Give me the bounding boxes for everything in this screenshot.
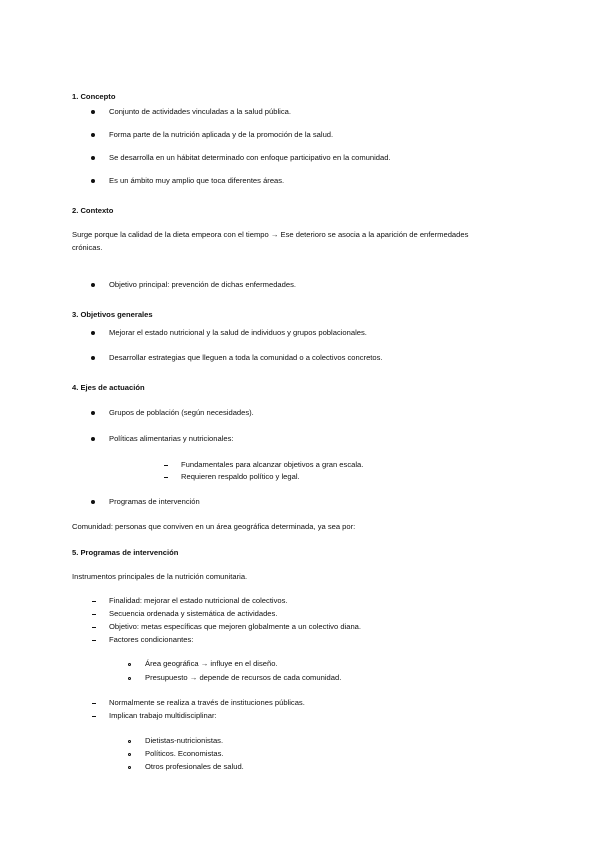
dash-icon xyxy=(92,614,96,615)
dash-icon xyxy=(92,601,96,602)
dash-list-item: Implican trabajo multidisciplinar: xyxy=(109,711,217,720)
bullet-icon xyxy=(91,179,95,183)
list-item: Es un ámbito muy amplio que toca diferentes áreas. xyxy=(109,176,285,185)
sub-list-item: Área geográfica → influye en el diseño. xyxy=(145,659,278,668)
dash-list-item: Objetivo: metas específicas que mejoren globalmente a un colectivo diana. xyxy=(109,622,362,631)
circle-bullet-icon xyxy=(128,753,131,756)
dash-list-item: Normalmente se realiza a través de instituciones públicas. xyxy=(109,698,305,707)
bullet-icon xyxy=(91,156,95,160)
dash-list-item: Factores condicionantes: xyxy=(109,635,194,644)
heading-contexto: 2. Contexto xyxy=(72,206,114,215)
circle-bullet-icon xyxy=(128,663,131,666)
list-item: Políticas alimentarias y nutricionales: xyxy=(109,434,234,443)
dash-icon xyxy=(92,640,96,641)
intro-text: Instrumentos principales de la nutrición comunitaria. xyxy=(72,572,248,581)
bullet-icon xyxy=(91,331,95,335)
heading-concepto: 1. Concepto xyxy=(72,92,116,101)
sub-list-item: Dietistas-nutricionistas. xyxy=(145,736,224,745)
sub-list-item: Presupuesto → depende de recursos de cada comunidad. xyxy=(145,673,342,682)
list-item: Programas de intervención xyxy=(109,497,200,506)
list-item: Desarrollar estrategias que lleguen a toda la comunidad o a colectivos concretos. xyxy=(109,353,383,362)
list-item: Grupos de población (según necesidades). xyxy=(109,408,254,417)
dash-icon xyxy=(164,477,168,478)
list-item: Se desarrolla en un hábitat determinado con enfoque participativo en la comunidad. xyxy=(109,153,391,162)
bullet-icon xyxy=(91,283,95,287)
list-item: Forma parte de la nutrición aplicada y de la promoción de la salud. xyxy=(109,130,334,139)
sub-list-item: Otros profesionales de salud. xyxy=(145,762,244,771)
heading-ejes: 4. Ejes de actuación xyxy=(72,383,145,392)
dash-icon xyxy=(164,465,168,466)
list-item: Mejorar el estado nutricional y la salud de individuos y grupos poblacionales. xyxy=(109,328,367,337)
dash-list-item: Secuencia ordenada y sistemática de actividades. xyxy=(109,609,278,618)
list-item: Conjunto de actividades vinculadas a la salud pública. xyxy=(109,107,291,116)
comunidad-text: Comunidad: personas que conviven en un área geográfica determinada, ya sea por: xyxy=(72,522,356,531)
dash-icon xyxy=(92,716,96,717)
sub-list-item: Fundamentales para alcanzar objetivos a gran escala. xyxy=(181,460,364,469)
paragraph-line: crónicas. xyxy=(72,243,103,252)
bullet-icon xyxy=(91,356,95,360)
dash-icon xyxy=(92,703,96,704)
heading-objetivos: 3. Objetivos generales xyxy=(72,310,153,319)
circle-bullet-icon xyxy=(128,740,131,743)
paragraph-line: Surge porque la calidad de la dieta empeora con el tiempo → Ese deterioro se asocia a la aparición de enfermedades xyxy=(72,230,469,239)
dash-list-item: Finalidad: mejorar el estado nutricional de colectivos. xyxy=(109,596,288,605)
bullet-icon xyxy=(91,500,95,504)
bullet-icon xyxy=(91,437,95,441)
heading-programas: 5. Programas de intervención xyxy=(72,548,179,557)
sub-list-item: Políticos. Economistas. xyxy=(145,749,224,758)
dash-icon xyxy=(92,627,96,628)
circle-bullet-icon xyxy=(128,766,131,769)
bullet-icon xyxy=(91,110,95,114)
sub-list-item: Requieren respaldo político y legal. xyxy=(181,472,300,481)
bullet-icon xyxy=(91,133,95,137)
bullet-icon xyxy=(91,411,95,415)
list-item: Objetivo principal: prevención de dichas enfermedades. xyxy=(109,280,296,289)
circle-bullet-icon xyxy=(128,677,131,680)
